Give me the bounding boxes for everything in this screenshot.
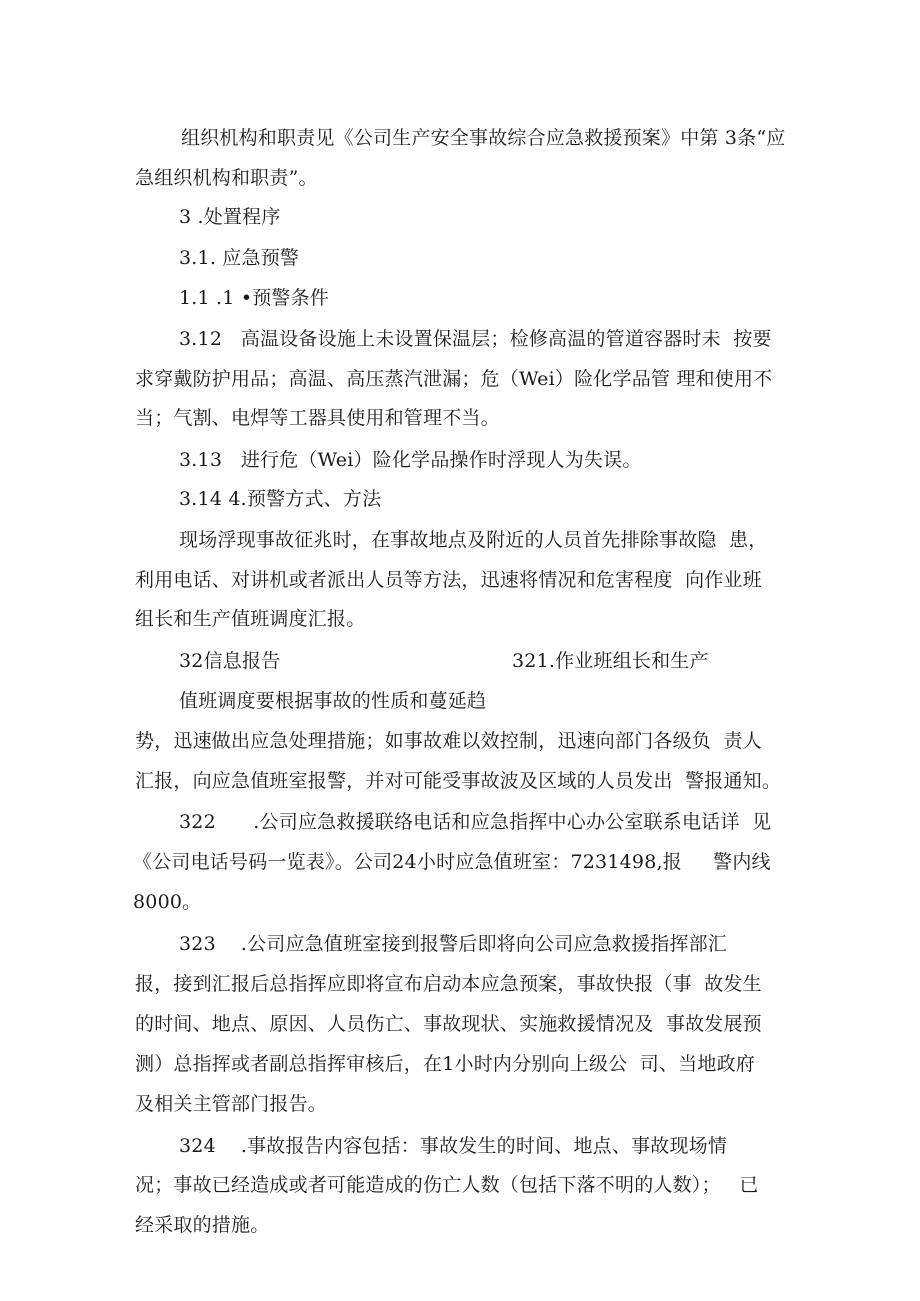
text-line: 《公司电话号码一览表》。公司24小时应急值班室：7231498,报 警内线	[133, 851, 771, 873]
text-line: 及相关主管部门报告。	[135, 1093, 328, 1115]
text-line: 的时间、地点、原因、人员伤亡、事故现状、实施救援情况及 事故发展预	[135, 1013, 762, 1035]
text-line: 势，迅速做出应急处理措施；如事故难以效控制，迅速向部门各级负 责人	[135, 730, 762, 752]
text-line: 利用电话、对讲机或者派出人员等方法，迅速将情况和危害程度 向作业班	[135, 569, 762, 591]
section-heading: 32信息报告	[179, 650, 281, 672]
text-line: 现场浮现事故征兆时，在事故地点及附近的人员首先排除事故隐 患，	[179, 529, 768, 551]
text-line: 组长和生产值班调度汇报。	[135, 608, 366, 630]
text-line: 324 .事故报告内容包括：事故发生的时间、地点、事故现场情	[179, 1135, 728, 1157]
text-line: 汇报，向应急值班室报警，并对可能受事故波及区域的人员发出 警报通知。	[135, 770, 782, 792]
text-line: 况；事故已经造成或者可能造成的伤亡人数（包括下落不明的人数）； 已	[135, 1174, 759, 1196]
text-line: 321.作业班组长和生产	[512, 650, 709, 672]
text-line: 经采取的措施。	[135, 1214, 270, 1236]
section-heading: 3 .处置程序	[179, 206, 281, 228]
text-line: 求穿戴防护用品；高温、高压蒸汽泄漏；危（Wei）险化学品管 理和使用不	[135, 368, 773, 390]
text-line: 323 .公司应急值班室接到报警后即将向公司应急救援指挥部汇	[179, 933, 728, 955]
text-line: 3.13 进行危（Wei）险化学品操作时浮现人为失误。	[179, 449, 642, 471]
text-line: 当；气割、电焊等工器具使用和管理不当。	[135, 407, 500, 429]
text-line: 组织机构和职责见《公司生产安全事故综合应急救援预案》中第 3条“应	[181, 127, 786, 149]
text-line: 值班调度要根据事故的性质和蔓延趋	[179, 690, 487, 712]
text-line: 322 .公司应急救援联络电话和应急指挥中心办公室联系电话详 见	[179, 811, 772, 833]
text-line: 3.12 高温设备设施上未设置保温层；检修高温的管道容器时未 按要	[179, 328, 772, 350]
text-line: 8000。	[133, 891, 202, 913]
text-line: 测）总指挥或者副总指挥审核后，在1小时内分别向上级公 司、当地政府	[135, 1053, 755, 1075]
text-line: 急组织机构和职责”。	[135, 167, 318, 189]
section-heading: 3.14 4.预警方式、方法	[179, 488, 382, 510]
section-heading: 1.1 .1 •预警条件	[179, 287, 330, 309]
text-line: 报，接到汇报后总指挥应即将宣布启动本应急预案，事故快报（事 故发生	[135, 973, 762, 995]
section-heading: 3.1. 应急预警	[179, 247, 300, 269]
